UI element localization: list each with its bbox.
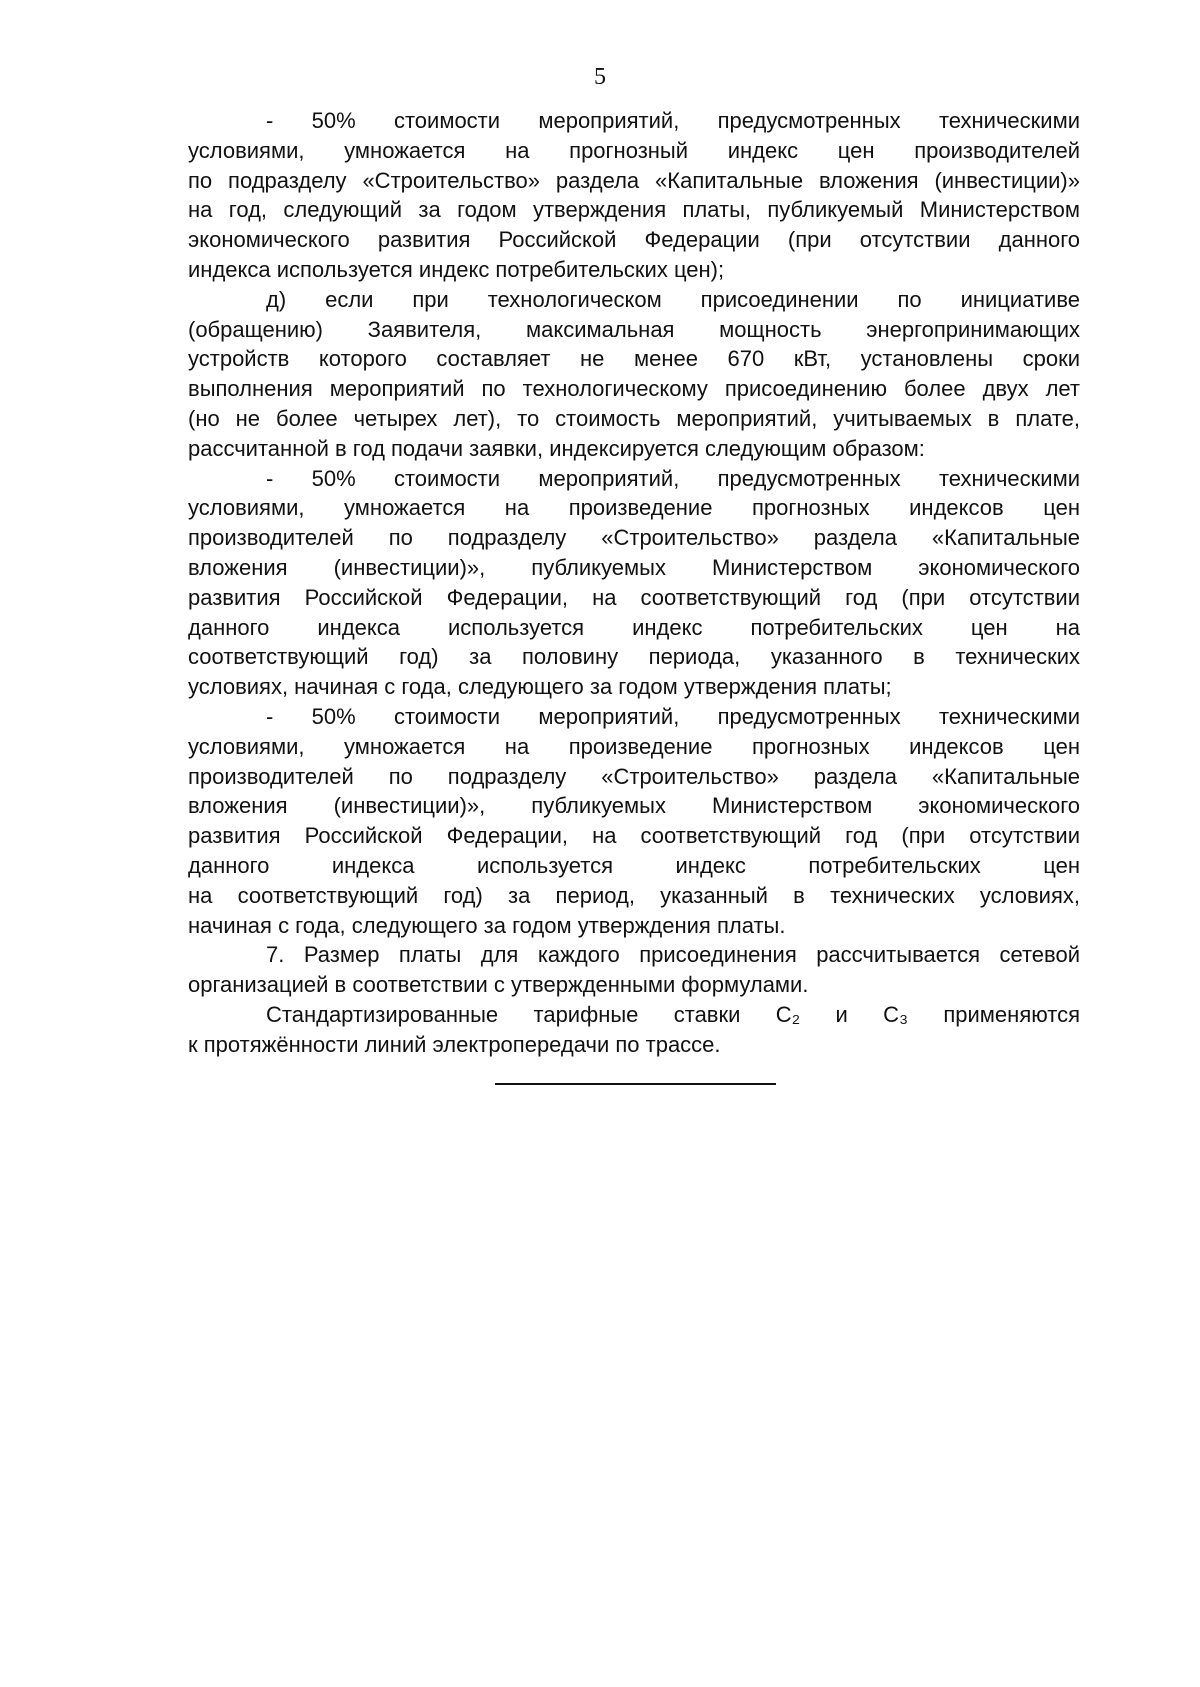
text-line: организацией в соответствии с утвержденными формулами. xyxy=(188,972,809,998)
text-line: (обращению) Заявителя, максимальная мощность энергопринимающих xyxy=(188,316,1080,342)
text-line: условиях, начиная с года, следующего за годом утверждения платы; xyxy=(188,674,892,700)
text-line: развития Российской Федерации, на соответствующий год (при отсутствии xyxy=(188,823,1080,849)
text-line: устройств которого составляет не менее 670 кВт, установлены сроки xyxy=(188,346,1080,372)
text-line: производителей по подразделу «Строительство» раздела «Капитальные xyxy=(188,763,1080,789)
text-line: условиями, умножается на произведение прогнозных индексов цен xyxy=(188,733,1080,759)
text-line: - 50% стоимости мероприятий, предусмотренных техническими xyxy=(266,465,1080,491)
end-divider-line xyxy=(495,1083,776,1085)
text-line: условиями, умножается на прогнозный индекс цен производителей xyxy=(188,137,1080,163)
text-line: соответствующий год) за половину периода, указанного в технических xyxy=(188,644,1080,670)
text-line: начиная с года, следующего за годом утверждения платы. xyxy=(188,912,786,938)
text-line: условиями, умножается на произведение прогнозных индексов цен xyxy=(188,495,1080,521)
text-line: индекса используется индекс потребительских цен); xyxy=(188,256,725,282)
text-line: данного индекса используется индекс потребительских цен xyxy=(188,852,1080,878)
text-line: к протяжённости линий электропередачи по трассе. xyxy=(188,1031,721,1057)
text-line: 7. Размер платы для каждого присоединения рассчитывается сетевой xyxy=(266,942,1080,968)
document-body xyxy=(188,106,1080,1060)
text-line: по подразделу «Строительство» раздела «Капитальные вложения (инвестиции)» xyxy=(188,167,1080,193)
text-line: - 50% стоимости мероприятий, предусмотренных техническими xyxy=(266,703,1080,729)
text-line: рассчитанной в год подачи заявки, индексируется следующим образом: xyxy=(188,435,925,461)
text-line: на соответствующий год) за период, указанный в технических условиях, xyxy=(188,882,1080,908)
text-line: производителей по подразделу «Строительство» раздела «Капитальные xyxy=(188,525,1080,551)
text-line: - 50% стоимости мероприятий, предусмотренных техническими xyxy=(266,108,1080,133)
text-line: на год, следующий за годом утверждения платы, публикуемый Министерством xyxy=(188,197,1080,223)
text-line: данного индекса используется индекс потребительских цен на xyxy=(188,614,1080,640)
text-line: Стандартизированные тарифные ставки С₂ и С₃ применяются xyxy=(266,1001,1080,1027)
text-line: (но не более четырех лет), то стоимость мероприятий, учитываемых в плате, xyxy=(188,405,1080,431)
page-number: 5 xyxy=(594,64,606,90)
text-line: вложения (инвестиции)», публикуемых Министерством экономического xyxy=(188,793,1080,819)
text-line: развития Российской Федерации, на соответствующий год (при отсутствии xyxy=(188,584,1080,610)
text-line: выполнения мероприятий по технологическому присоединению более двух лет xyxy=(188,376,1080,402)
text-line: д) если при технологическом присоединении по инициативе xyxy=(266,286,1080,312)
text-line: экономического развития Российской Федерации (при отсутствии данного xyxy=(188,227,1080,253)
text-line: вложения (инвестиции)», публикуемых Министерством экономического xyxy=(188,554,1080,580)
